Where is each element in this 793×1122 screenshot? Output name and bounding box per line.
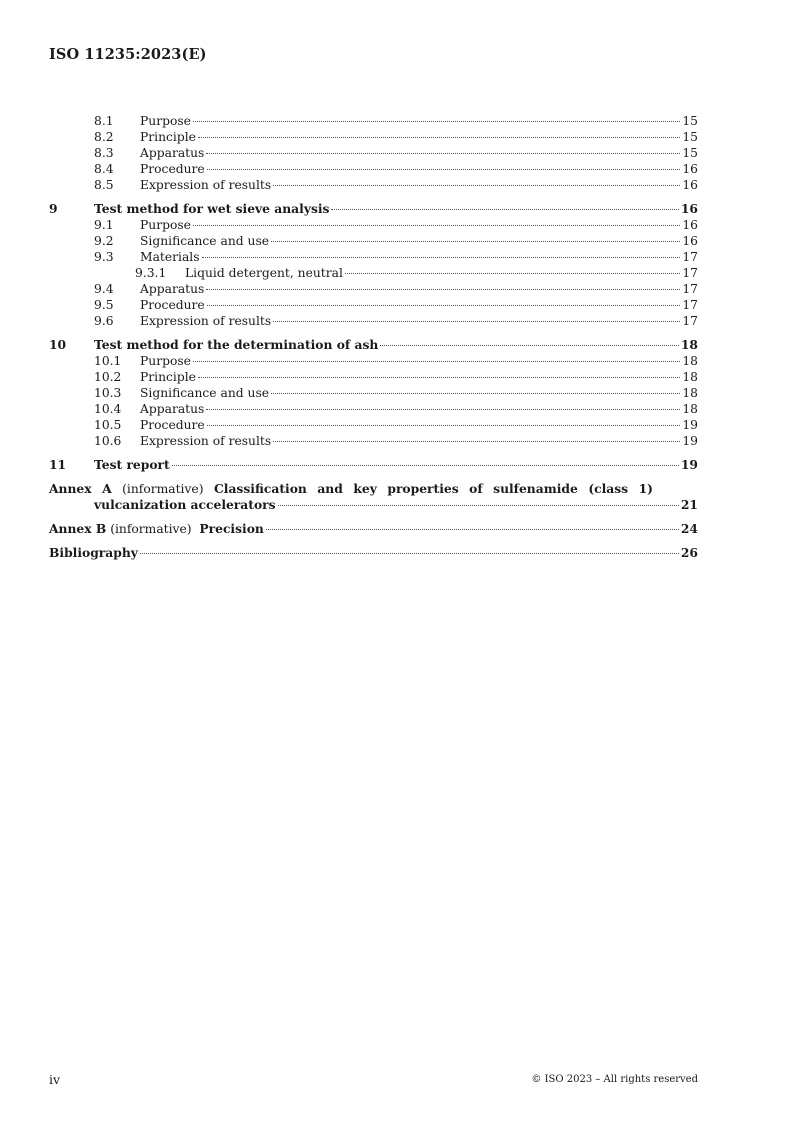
page-number: iv — [49, 1072, 61, 1087]
toc-entry-8-4[interactable]: 8.4 Procedure 16 — [94, 162, 698, 176]
toc-entry-9-2[interactable]: 9.2 Significance and use 16 — [94, 234, 698, 248]
toc-entry-9-5[interactable]: 9.5 Procedure 17 — [94, 298, 698, 312]
toc-entry-8-2[interactable]: 8.2 Principle 15 — [94, 130, 698, 144]
toc-entry-10-1[interactable]: 10.1 Purpose 18 — [94, 354, 698, 368]
toc-entry-9-3[interactable]: 9.3 Materials 17 — [94, 250, 698, 264]
toc-entry-9-6[interactable]: 9.6 Expression of results 17 — [94, 314, 698, 328]
toc-entry-8-5[interactable]: 8.5 Expression of results 16 — [94, 178, 698, 192]
toc-entry-10-5[interactable]: 10.5 Procedure 19 — [94, 418, 698, 432]
toc-entry-9-4[interactable]: 9.4 Apparatus 17 — [94, 282, 698, 296]
toc-entry-10-6[interactable]: 10.6 Expression of results 19 — [94, 434, 698, 448]
toc-entry-9-3-1[interactable]: 9.3.1 Liquid detergent, neutral 17 — [135, 266, 698, 280]
toc-clause-11[interactable]: 11 Test report 19 — [49, 457, 698, 472]
table-of-contents — [49, 113, 698, 561]
copyright-notice: © ISO 2023 – All rights reserved — [531, 1074, 698, 1085]
toc-entry-10-2[interactable]: 10.2 Principle 18 — [94, 370, 698, 384]
toc-annex-b[interactable]: Annex B (informative) Precision 24 — [49, 521, 698, 536]
toc-bibliography[interactable]: Bibliography 26 — [49, 545, 698, 560]
toc-entry-8-1[interactable]: 8.1 Purpose 15 — [94, 114, 698, 128]
toc-entry-10-4[interactable]: 10.4 Apparatus 18 — [94, 402, 698, 416]
toc-entry-10-3[interactable]: 10.3 Significance and use 18 — [94, 386, 698, 400]
toc-entry-9-1[interactable]: 9.1 Purpose 16 — [94, 218, 698, 232]
toc-clause-10[interactable]: 10 Test method for the determination of ash 18 — [49, 337, 698, 352]
toc-entry-8-3[interactable]: 8.3 Apparatus 15 — [94, 146, 698, 160]
document-id: ISO 11235:2023(E) — [49, 46, 207, 63]
toc-annex-a[interactable]: Annex A (informative) Classification and key properties of sulfenamide (class 1) vulcanization accelerators 21 — [49, 481, 698, 512]
toc-clause-9[interactable]: 9 Test method for wet sieve analysis 16 — [49, 201, 698, 216]
